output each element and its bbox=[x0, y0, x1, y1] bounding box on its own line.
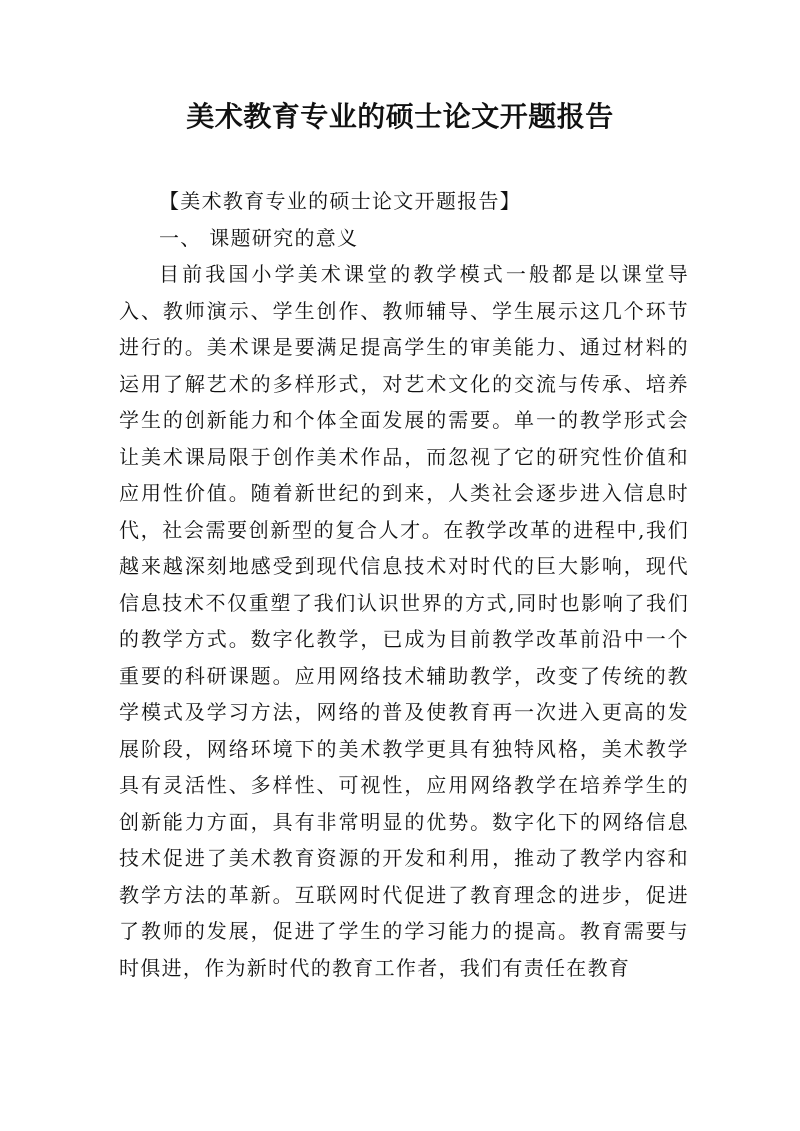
bracketed-heading: 【美术教育专业的硕士论文开题报告】 bbox=[159, 189, 522, 213]
section-heading: 一、 课题研究的意义 bbox=[159, 225, 359, 250]
document-title: 美术教育专业的硕士论文开题报告 bbox=[186, 100, 614, 133]
document-body bbox=[119, 183, 689, 986]
body-paragraph: 目前我国小学美术课堂的教学模式一般都是以课堂导入、教师演示、学生创作、教师辅导、学生展示这几个环节进行的。美术课是要满足提高学生的审美能力、通过材料的运用了解艺术的多样形式，对艺术文化的交流与传承、培养学生的创新能力和个体全面发展的需要。单一的教学形式会让美术课局限于创作美术作品，而忽视了它的研究性价值和应用性价值。随着新世纪的到来，人类社会逐步进入信息时代，社会需要创新型的复合人才。在教学改革的进程中,我们越来越深刻地感受到现代信息技术对时代的巨大影响，现代信息技术不仅重塑了我们认识世界的方式,同时也影响了我们的教学方式。数字化教学，已成为目前教学改革前沿中一个重要的科研课题。应用网络技术辅助教学，改变了传统的教学模式及学习方法，网络的普及使教育再一次进入更高的发展阶段，网络环境下的美术教学更具有独特风格，美术教学具有灵活性、多样性、可视性，应用网络教学在培养学生的创新能力方面，具有非常明显的优势。数字化下的网络信息技术促进了美术教育资源的开发和利用，推动了教学内容和教学方法的革新。互联网时代促进了教育理念的进步，促进了教师的发展，促进了学生的学习能力的提高。教育需要与时俱进，作为新时代的教育工作者，我们有责任在教育 bbox=[119, 262, 689, 980]
